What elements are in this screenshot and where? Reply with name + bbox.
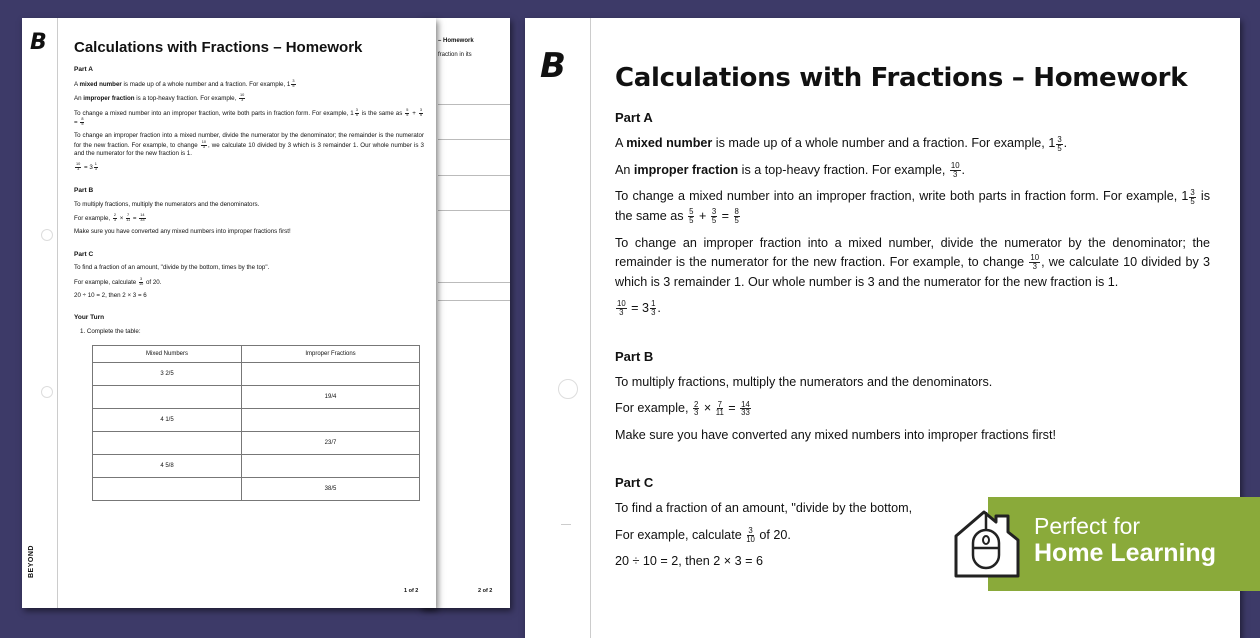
page-title: Calculations with Fractions – Homework	[615, 63, 1188, 93]
brand-logo: B	[540, 46, 566, 86]
page-title: Calculations with Fractions – Homework	[74, 39, 363, 56]
para: $\frac{10}{3}$ = 3 $\frac{1}{3}$ .	[617, 299, 661, 318]
para: To multiply fractions, multiply the numerators and the denominators.	[615, 374, 993, 389]
para: For example, calculate $\frac{3}{10}$ of 20.	[615, 526, 791, 545]
part-b-heading: Part B	[615, 348, 654, 364]
part-a-heading: Part A	[74, 66, 93, 74]
para: To change a mixed number into an improper fraction, write both parts in fraction form. For example, 1 $\frac{3}{5}$ is the same as $\frac{5}{5}$ + $\frac{3}{5}$ = $\frac{8}{5}$	[615, 187, 1211, 226]
para: $\frac{10}{3}$ = 3 $\frac{1}{3}$	[76, 162, 97, 172]
badge-line-1: Perfect for	[1034, 513, 1141, 539]
part-b-heading: Part B	[74, 186, 94, 194]
para: 20 ÷ 10 = 2, then 2 × 3 = 6	[615, 554, 764, 569]
part-c-heading: Part C	[74, 250, 94, 258]
para: To find a fraction of an amount, "divide by the bottom,	[615, 501, 913, 516]
para: For example, $\frac{2}{3}$ × $\frac{7}{11}$ = $\frac{14}{33}$	[615, 399, 750, 418]
punch-hole	[41, 229, 53, 241]
brand-logo: B	[30, 30, 47, 55]
house-mouse-icon	[952, 508, 1022, 580]
para: To change a mixed number into an improper fraction, write both parts in fraction form. For example, 1 $\frac{3}{5}$ is the same as $\frac{5}{5}$ + $\frac{3}{5}$ = $\frac{8}{5}$	[74, 107, 422, 127]
para: 20 ÷ 10 = 2, then 2 × 3 = 6	[74, 292, 147, 300]
para: To find a fraction of an amount, "divide by the bottom, times by the top".	[74, 264, 270, 272]
para: To change an improper fraction into a mixed number, divide the numerator by the denominator; the remainder is the numerator for the new fraction. For example, to change $\frac{10}{3}$ , we calculate 10 divided by 3 which is 3 remainder 1. Our whole number is 3 and the numerator for the new fraction is 1.	[615, 235, 1210, 289]
page-number: 2 of 2	[478, 588, 493, 594]
page-1-preview	[22, 18, 436, 608]
page-1-content	[74, 38, 424, 501]
question-1: 1. Complete the table:	[80, 328, 141, 336]
fractions-table: Mixed Numbers Improper Fractions 3 2/5 19/4 4 1/5 23/7 4 5/8 38/5	[92, 345, 420, 501]
para: A mixed number is made up of a whole number and a fraction. For example, 1 $\frac{3}{5}$	[74, 79, 295, 88]
para: For example, $\frac{2}{3}$ × $\frac{7}{11}$ = $\frac{14}{33}$	[74, 212, 145, 222]
para: Make sure you have converted any mixed numbers into improper fractions first!	[74, 228, 291, 236]
page-2-title-fragment: – Homework	[438, 38, 474, 44]
punch-hole	[558, 379, 578, 399]
badge-line-2: Home Learning	[1034, 539, 1216, 567]
para: An improper fraction is a top-heavy fraction. For example, $\frac{10}{3}$ .	[615, 161, 966, 180]
page-2-text-fragment: fraction in its	[438, 52, 472, 58]
para: To change an improper fraction into a mixed number, divide the numerator by the denominator; the remainder is the numerator for the new fraction. For example, to change $\frac{10}{3}$ , we calculate 10 divided by 3 which is 3 remainder 1. Our whole number is 3 and the numerator for the new fraction is 1.	[74, 132, 424, 158]
side-wordmark: BEYOND	[28, 545, 35, 578]
para: An improper fraction is a top-heavy fraction. For example, $\frac{10}{3}$	[74, 93, 245, 103]
para: Make sure you have converted any mixed numbers into improper fractions first!	[615, 427, 1056, 442]
para: For example, calculate $\frac{3}{10}$ of 20.	[74, 276, 162, 286]
para: To multiply fractions, multiply the numerators and the denominators.	[74, 200, 260, 208]
page-number: 1 of 2	[404, 588, 419, 594]
your-turn-heading: Your Turn	[74, 314, 105, 322]
punch-hole	[41, 386, 53, 398]
part-c-heading: Part C	[615, 475, 654, 491]
home-learning-badge	[988, 497, 1260, 591]
para: A mixed number is made up of a whole number and a fraction. For example, 1 $\frac{3}{5}$ .	[615, 134, 1068, 153]
part-a-heading: Part A	[615, 110, 653, 126]
